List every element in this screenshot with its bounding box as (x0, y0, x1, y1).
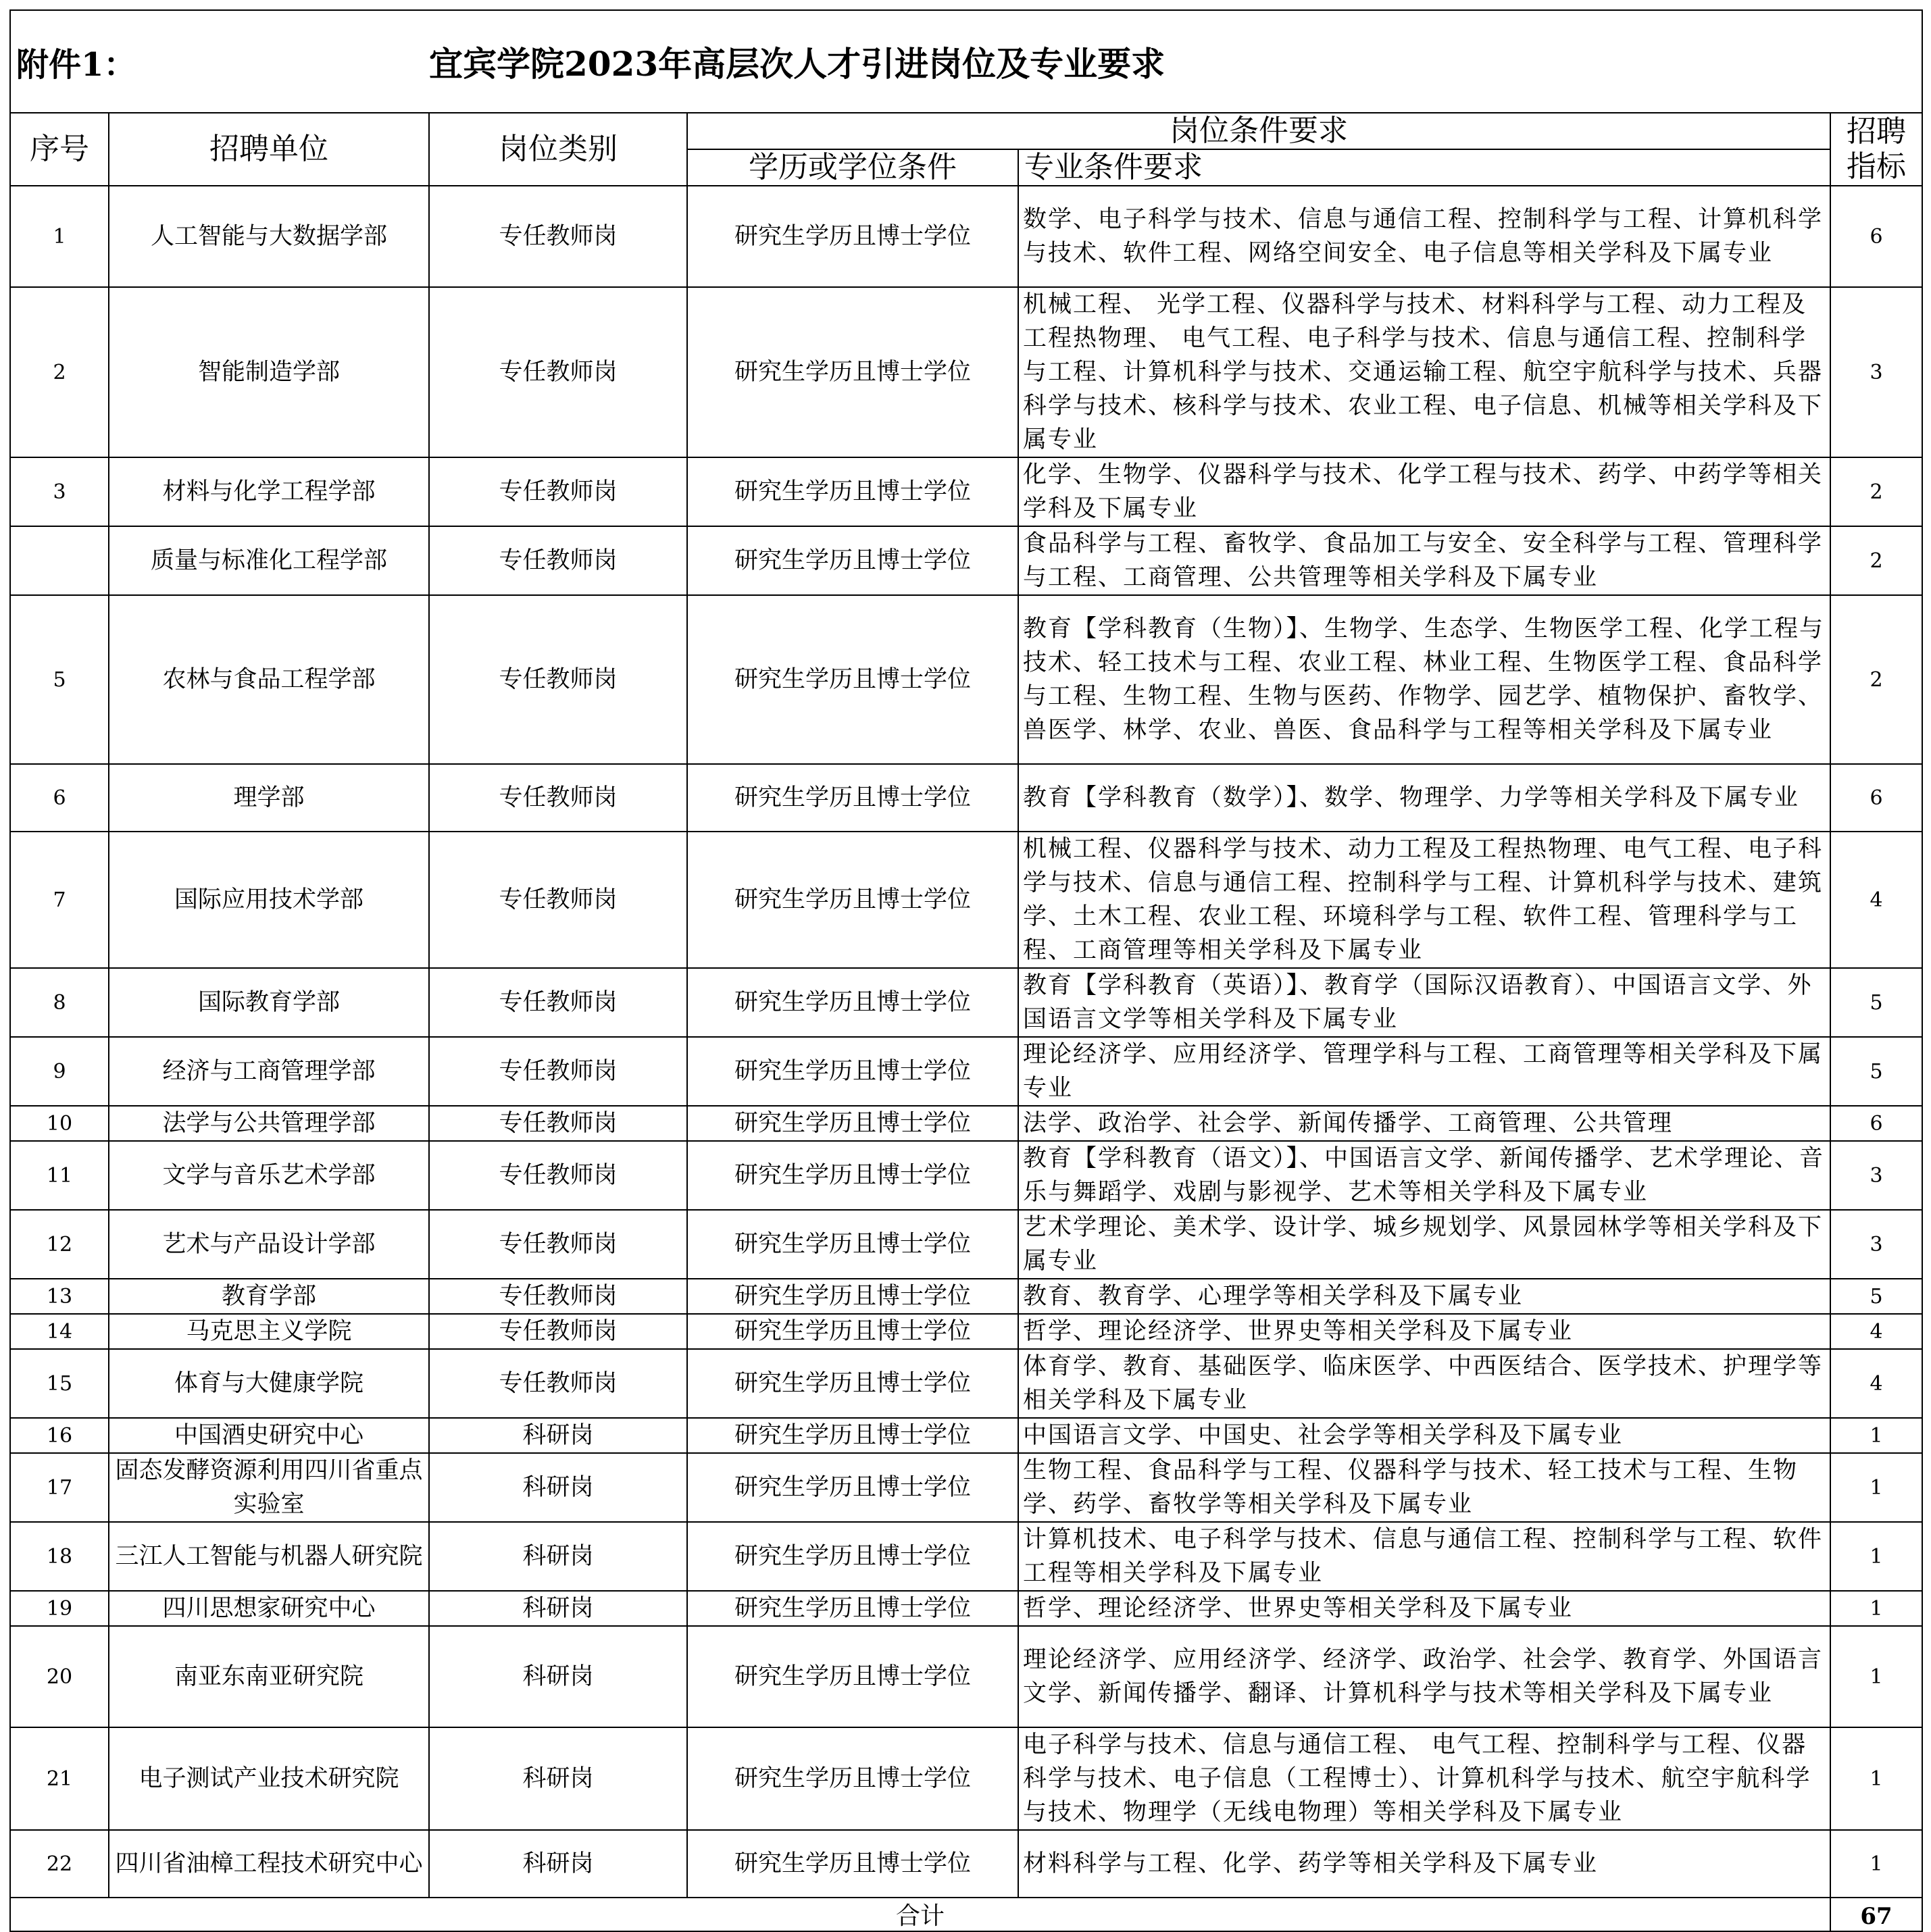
row-seq (10, 526, 109, 595)
table-row (10, 595, 1922, 764)
table-row (10, 1727, 1922, 1830)
recruitment-document (9, 9, 1922, 1930)
row-category: 科研岗 (429, 1453, 687, 1522)
row-quota: 6 (1830, 764, 1922, 832)
page-title-text: 宜宾学院2023年高层次人才引进岗位及专业要求 (429, 44, 1165, 84)
row-seq: 7 (10, 832, 109, 968)
table-row (10, 1037, 1922, 1106)
table-row (10, 832, 1922, 968)
table-row (10, 1141, 1922, 1210)
col-seq-header: 序号 (10, 113, 109, 186)
table-row (10, 1418, 1922, 1453)
row-degree: 研究生学历且博士学位 (687, 1418, 1018, 1453)
row-major: 中国语言文学、中国史、社会学等相关学科及下属专业 (1018, 1418, 1830, 1453)
table-row (10, 1279, 1922, 1314)
row-quota: 1 (1830, 1522, 1922, 1591)
row-quota: 6 (1830, 186, 1922, 287)
col-major-header: 专业条件要求 (1018, 149, 1830, 186)
row-major: 计算机技术、电子科学与技术、信息与通信工程、控制科学与工程、软件工程等相关学科及下属专业 (1018, 1522, 1830, 1591)
table-row (10, 526, 1922, 595)
row-degree: 研究生学历且博士学位 (687, 1522, 1018, 1591)
row-major: 教育【学科教育（生物）】、生物学、生态学、生物医学工程、化学工程与技术、轻工技术与工程、农业工程、林业工程、生物医学工程、食品科学与工程、生物工程、生物与医药、作物学、园艺学、植物保护、畜牧学、兽医学、林学、农业、兽医、食品科学与工程等相关学科及下属专业 (1018, 595, 1830, 764)
row-category: 专任教师岗 (429, 1279, 687, 1314)
table-row (10, 457, 1922, 526)
col-conditions-header: 岗位条件要求 (687, 113, 1830, 149)
row-unit: 南亚东南亚研究院 (109, 1626, 429, 1727)
row-unit: 马克思主义学院 (109, 1314, 429, 1349)
table-row (10, 1830, 1922, 1898)
row-quota: 1 (1830, 1830, 1922, 1898)
row-category: 专任教师岗 (429, 287, 687, 457)
row-quota: 2 (1830, 595, 1922, 764)
row-unit: 四川省油樟工程技术研究中心 (109, 1830, 429, 1898)
row-category: 专任教师岗 (429, 968, 687, 1037)
table-row (10, 1591, 1922, 1626)
row-seq: 13 (10, 1279, 109, 1314)
recruitment-table (9, 9, 1923, 1932)
row-quota: 5 (1830, 1279, 1922, 1314)
row-quota: 4 (1830, 1314, 1922, 1349)
row-seq: 18 (10, 1522, 109, 1591)
row-unit: 人工智能与大数据学部 (109, 186, 429, 287)
row-category: 专任教师岗 (429, 186, 687, 287)
col-unit-header: 招聘单位 (109, 113, 429, 186)
row-degree: 研究生学历且博士学位 (687, 287, 1018, 457)
row-quota: 6 (1830, 1106, 1922, 1141)
row-unit: 四川思想家研究中心 (109, 1591, 429, 1626)
row-category: 专任教师岗 (429, 1349, 687, 1418)
row-unit: 经济与工商管理学部 (109, 1037, 429, 1106)
row-category: 科研岗 (429, 1727, 687, 1830)
row-seq: 15 (10, 1349, 109, 1418)
row-degree: 研究生学历且博士学位 (687, 832, 1018, 968)
header-row-1 (10, 113, 1922, 149)
row-seq: 3 (10, 457, 109, 526)
row-degree: 研究生学历且博士学位 (687, 1453, 1018, 1522)
row-unit: 中国酒史研究中心 (109, 1418, 429, 1453)
row-degree: 研究生学历且博士学位 (687, 1626, 1018, 1727)
row-major: 生物工程、食品科学与工程、仪器科学与技术、轻工技术与工程、生物学、药学、畜牧学等相关学科及下属专业 (1018, 1453, 1830, 1522)
table-row (10, 1522, 1922, 1591)
row-degree: 研究生学历且博士学位 (687, 186, 1018, 287)
table-row (10, 186, 1922, 287)
table-row (10, 968, 1922, 1037)
row-unit: 法学与公共管理学部 (109, 1106, 429, 1141)
row-major: 教育【学科教育（英语）】、教育学（国际汉语教育）、中国语言文学、外国语言文学等相关学科及下属专业 (1018, 968, 1830, 1037)
col-degree-header: 学历或学位条件 (687, 149, 1018, 186)
row-major: 电子科学与技术、信息与通信工程、 电气工程、控制科学与工程、仪器科学与技术、电子信息（工程博士）、计算机科学与技术、航空宇航科学与技术、物理学（无线电物理）等相关学科及下属专业 (1018, 1727, 1830, 1830)
row-quota: 4 (1830, 1349, 1922, 1418)
table-row (10, 1453, 1922, 1522)
row-major: 教育、教育学、心理学等相关学科及下属专业 (1018, 1279, 1830, 1314)
row-seq: 10 (10, 1106, 109, 1141)
row-degree: 研究生学历且博士学位 (687, 1314, 1018, 1349)
row-major: 理论经济学、应用经济学、管理学科与工程、工商管理等相关学科及下属专业 (1018, 1037, 1830, 1106)
row-quota: 4 (1830, 832, 1922, 968)
row-seq: 12 (10, 1210, 109, 1279)
row-category: 专任教师岗 (429, 764, 687, 832)
row-category: 科研岗 (429, 1830, 687, 1898)
row-category: 专任教师岗 (429, 1037, 687, 1106)
row-seq: 2 (10, 287, 109, 457)
row-quota: 1 (1830, 1418, 1922, 1453)
row-major: 材料科学与工程、化学、药学等相关学科及下属专业 (1018, 1830, 1830, 1898)
row-quota: 1 (1830, 1626, 1922, 1727)
attachment-label: 附件1： (10, 10, 429, 113)
table-row (10, 1210, 1922, 1279)
row-seq: 11 (10, 1141, 109, 1210)
row-major: 机械工程、仪器科学与技术、动力工程及工程热物理、电气工程、电子科学与技术、信息与通信工程、控制科学与工程、计算机科学与技术、建筑学、土木工程、农业工程、环境科学与工程、软件工程、管理科学与工程、工商管理等相关学科及下属专业 (1018, 832, 1830, 968)
row-unit: 体育与大健康学院 (109, 1349, 429, 1418)
row-unit: 文学与音乐艺术学部 (109, 1141, 429, 1210)
row-seq: 22 (10, 1830, 109, 1898)
col-category-header: 岗位类别 (429, 113, 687, 186)
row-category: 科研岗 (429, 1626, 687, 1727)
row-quota: 3 (1830, 1210, 1922, 1279)
row-unit: 智能制造学部 (109, 287, 429, 457)
row-unit: 质量与标准化工程学部 (109, 526, 429, 595)
row-unit: 电子测试产业技术研究院 (109, 1727, 429, 1830)
row-category: 专任教师岗 (429, 457, 687, 526)
row-major: 食品科学与工程、畜牧学、食品加工与安全、安全科学与工程、管理科学与工程、工商管理、公共管理等相关学科及下属专业 (1018, 526, 1830, 595)
row-seq: 16 (10, 1418, 109, 1453)
row-category: 专任教师岗 (429, 526, 687, 595)
table-row (10, 1349, 1922, 1418)
row-quota: 5 (1830, 1037, 1922, 1106)
row-major: 理论经济学、应用经济学、经济学、政治学、社会学、教育学、外国语言文学、新闻传播学、翻译、计算机科学与技术等相关学科及下属专业 (1018, 1626, 1830, 1727)
row-degree: 研究生学历且博士学位 (687, 1037, 1018, 1106)
row-degree: 研究生学历且博士学位 (687, 1210, 1018, 1279)
row-category: 科研岗 (429, 1418, 687, 1453)
table-row (10, 1626, 1922, 1727)
row-degree: 研究生学历且博士学位 (687, 764, 1018, 832)
row-quota: 5 (1830, 968, 1922, 1037)
row-quota: 3 (1830, 287, 1922, 457)
row-quota: 1 (1830, 1591, 1922, 1626)
row-major: 教育【学科教育（数学）】、数学、物理学、力学等相关学科及下属专业 (1018, 764, 1830, 832)
total-value: 67 (1830, 1898, 1922, 1931)
row-major: 哲学、理论经济学、世界史等相关学科及下属专业 (1018, 1591, 1830, 1626)
row-quota: 2 (1830, 457, 1922, 526)
row-seq: 17 (10, 1453, 109, 1522)
row-major: 数学、电子科学与技术、信息与通信工程、控制科学与工程、计算机科学与技术、软件工程、网络空间安全、电子信息等相关学科及下属专业 (1018, 186, 1830, 287)
row-seq: 6 (10, 764, 109, 832)
row-category: 科研岗 (429, 1522, 687, 1591)
row-category: 专任教师岗 (429, 832, 687, 968)
row-major: 哲学、理论经济学、世界史等相关学科及下属专业 (1018, 1314, 1830, 1349)
row-category: 科研岗 (429, 1591, 687, 1626)
page-title (429, 10, 1922, 113)
row-category: 专任教师岗 (429, 1210, 687, 1279)
row-seq: 20 (10, 1626, 109, 1727)
title-row (10, 10, 1922, 113)
row-degree: 研究生学历且博士学位 (687, 457, 1018, 526)
row-major: 体育学、教育、基础医学、临床医学、中西医结合、医学技术、护理学等相关学科及下属专业 (1018, 1349, 1830, 1418)
row-unit: 材料与化学工程学部 (109, 457, 429, 526)
row-unit: 理学部 (109, 764, 429, 832)
table-row (10, 1314, 1922, 1349)
row-category: 专任教师岗 (429, 1106, 687, 1141)
row-degree: 研究生学历且博士学位 (687, 526, 1018, 595)
row-degree: 研究生学历且博士学位 (687, 1106, 1018, 1141)
row-unit: 教育学部 (109, 1279, 429, 1314)
table-row (10, 1106, 1922, 1141)
row-degree: 研究生学历且博士学位 (687, 1591, 1018, 1626)
table-row (10, 764, 1922, 832)
row-category: 专任教师岗 (429, 595, 687, 764)
row-degree: 研究生学历且博士学位 (687, 1830, 1018, 1898)
row-degree: 研究生学历且博士学位 (687, 595, 1018, 764)
row-major: 法学、政治学、社会学、新闻传播学、工商管理、公共管理 (1018, 1106, 1830, 1141)
table-body (10, 186, 1922, 1898)
row-seq: 9 (10, 1037, 109, 1106)
table-row (10, 287, 1922, 457)
row-seq: 14 (10, 1314, 109, 1349)
row-major: 艺术学理论、美术学、设计学、城乡规划学、风景园林学等相关学科及下属专业 (1018, 1210, 1830, 1279)
row-unit: 国际教育学部 (109, 968, 429, 1037)
total-label: 合计 (10, 1898, 1830, 1931)
row-seq: 5 (10, 595, 109, 764)
row-unit: 国际应用技术学部 (109, 832, 429, 968)
row-unit: 固态发酵资源利用四川省重点实验室 (109, 1453, 429, 1522)
row-quota: 1 (1830, 1727, 1922, 1830)
row-degree: 研究生学历且博士学位 (687, 1349, 1018, 1418)
row-seq: 21 (10, 1727, 109, 1830)
row-seq: 19 (10, 1591, 109, 1626)
row-seq: 8 (10, 968, 109, 1037)
row-quota: 2 (1830, 526, 1922, 595)
row-seq: 1 (10, 186, 109, 287)
total-row (10, 1898, 1922, 1931)
row-major: 化学、生物学、仪器科学与技术、化学工程与技术、药学、中药学等相关学科及下属专业 (1018, 457, 1830, 526)
row-unit: 农林与食品工程学部 (109, 595, 429, 764)
col-quota-header: 招聘 指标 (1830, 113, 1922, 186)
row-degree: 研究生学历且博士学位 (687, 1141, 1018, 1210)
row-degree: 研究生学历且博士学位 (687, 1727, 1018, 1830)
row-unit: 三江人工智能与机器人研究院 (109, 1522, 429, 1591)
row-category: 专任教师岗 (429, 1314, 687, 1349)
row-major: 机械工程、 光学工程、仪器科学与技术、材料科学与工程、动力工程及工程热物理、 电气工程、电子科学与技术、信息与通信工程、控制科学与工程、计算机科学与技术、交通运输工程、航空宇航科学与技术、兵器科学与技术、核科学与技术、农业工程、电子信息、机械等相关学科及下属专业 (1018, 287, 1830, 457)
row-degree: 研究生学历且博士学位 (687, 1279, 1018, 1314)
row-quota: 3 (1830, 1141, 1922, 1210)
row-unit: 艺术与产品设计学部 (109, 1210, 429, 1279)
row-major: 教育【学科教育（语文）】、中国语言文学、新闻传播学、艺术学理论、音乐与舞蹈学、戏剧与影视学、艺术等相关学科及下属专业 (1018, 1141, 1830, 1210)
row-degree: 研究生学历且博士学位 (687, 968, 1018, 1037)
row-category: 专任教师岗 (429, 1141, 687, 1210)
row-quota: 1 (1830, 1453, 1922, 1522)
